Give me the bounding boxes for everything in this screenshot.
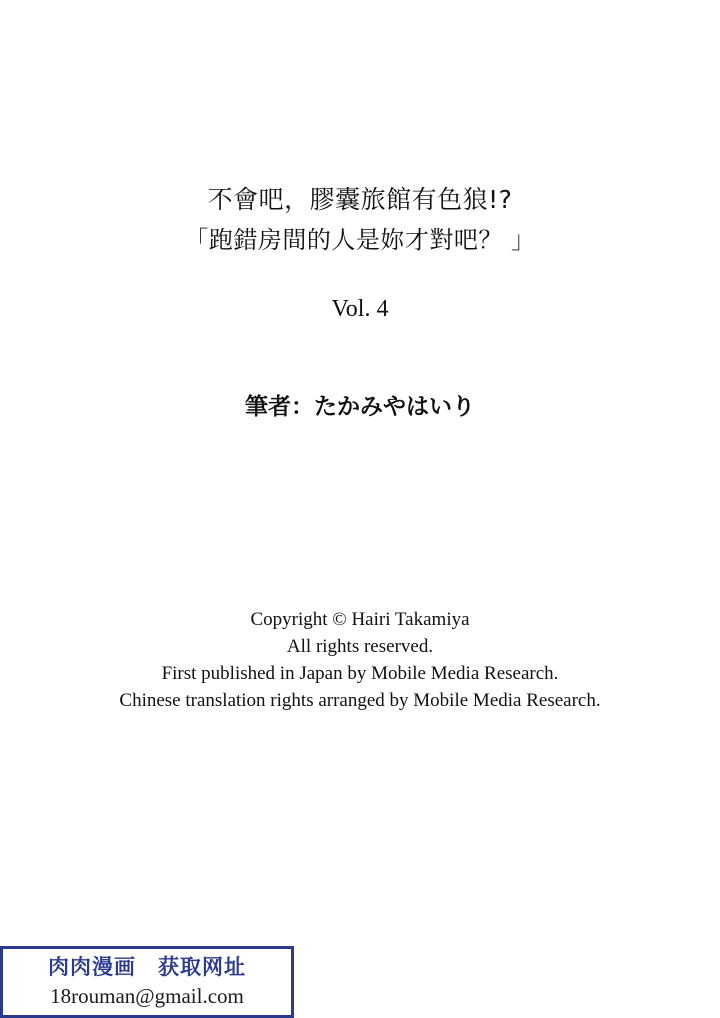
author-label: 筆者：たかみやはいり [245, 394, 475, 420]
copyright-line-3: First published in Japan by Mobile Media Research. [161, 663, 559, 684]
watermark-badge [0, 946, 294, 1018]
watermark-email: 18rouman@gmail.com [50, 984, 244, 1008]
watermark-brand: 肉肉漫画 获取网址 [48, 955, 246, 979]
copyright-block [0, 606, 720, 714]
volume-label: Vol. 4 [331, 296, 389, 322]
copyright-line-4: Chinese translation rights arranged by Mobile Media Research. [119, 690, 601, 711]
title-line-2: 「跑錯房間的人是妳才對吧？ 」 [184, 226, 536, 254]
title-block [0, 180, 720, 260]
title-line-1: 不會吧，膠囊旅館有色狼!? [207, 185, 513, 214]
copyright-line-2: All rights reserved. [286, 636, 434, 657]
copyright-line-1: Copyright © Hairi Takamiya [250, 609, 470, 630]
